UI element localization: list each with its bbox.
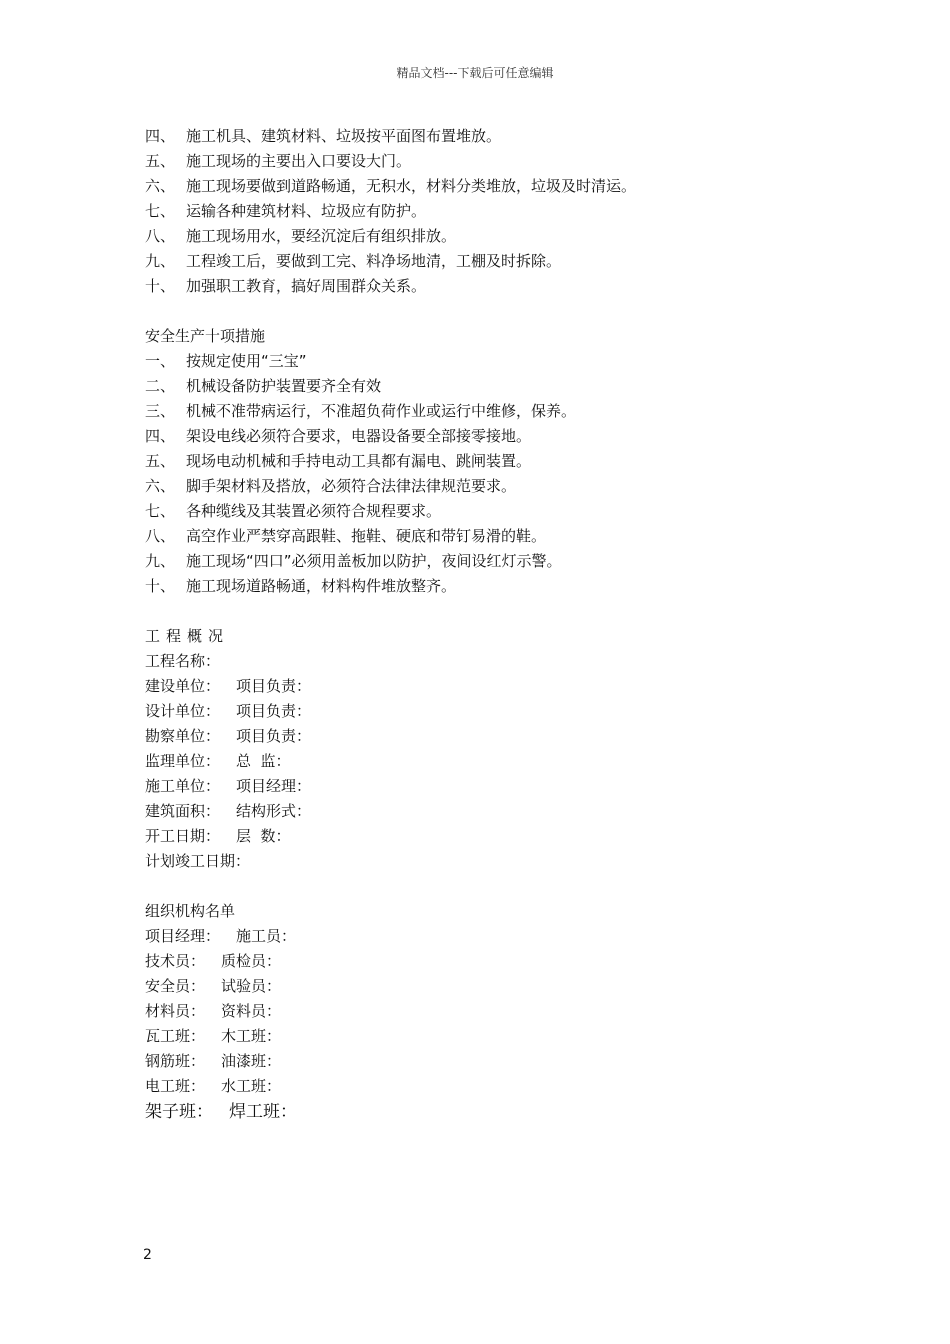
overview-row — [145, 799, 825, 824]
field-label: 架子班： — [145, 1102, 213, 1122]
overview-row — [145, 699, 825, 724]
safety-measures-section — [145, 324, 825, 599]
list-item — [145, 474, 825, 499]
field-label: 项目经理： — [236, 777, 312, 795]
field-label: 建设单位： — [145, 677, 221, 695]
list-item — [145, 424, 825, 449]
item-number: 十、 — [145, 577, 176, 595]
overview-row — [145, 774, 825, 799]
item-number: 六、 — [145, 177, 176, 195]
list-item — [145, 249, 825, 274]
list-item — [145, 174, 825, 199]
item-number: 九、 — [145, 252, 176, 270]
project-overview-section — [145, 624, 825, 874]
org-row — [145, 1074, 825, 1099]
item-number: 四、 — [145, 427, 176, 445]
item-number: 八、 — [145, 527, 176, 545]
overview-row — [145, 849, 825, 874]
list-item — [145, 524, 825, 549]
field-label: 工程名称： — [145, 652, 221, 670]
field-label: 层 数： — [236, 827, 291, 845]
field-label: 项目经理： — [145, 927, 221, 945]
field-label: 项目负责： — [236, 677, 312, 695]
page-header: 精品文档---下载后可任意编辑 — [396, 66, 554, 80]
section-title: 组织机构名单 — [145, 902, 236, 920]
overview-row — [145, 724, 825, 749]
section-title: 工程概况 — [145, 627, 230, 645]
item-number: 八、 — [145, 227, 176, 245]
field-label: 焊工班： — [229, 1102, 297, 1122]
spacer — [145, 299, 825, 324]
overview-row — [145, 749, 825, 774]
field-label: 结构形式： — [236, 802, 312, 820]
field-label: 建筑面积： — [145, 802, 221, 820]
field-label: 项目负责： — [236, 702, 312, 720]
item-text: 施工现场道路畅通，材料构件堆放整齐。 — [186, 577, 457, 595]
item-number: 五、 — [145, 452, 176, 470]
list-item — [145, 499, 825, 524]
item-text: 加强职工教育，搞好周围群众关系。 — [186, 277, 427, 295]
item-number: 四、 — [145, 127, 176, 145]
site-management-list — [145, 124, 825, 299]
item-number: 七、 — [145, 202, 176, 220]
field-label: 材料员： — [145, 1002, 206, 1020]
item-text: 工程竣工后，要做到工完、料净场地清，工棚及时拆除。 — [186, 252, 562, 270]
item-text: 现场电动机械和手持电动工具都有漏电、跳闸装置。 — [186, 452, 532, 470]
item-text: 施工现场的主要出入口要设大门。 — [186, 152, 412, 170]
field-label: 电工班： — [145, 1077, 206, 1095]
overview-row — [145, 824, 825, 849]
item-number: 五、 — [145, 152, 176, 170]
section-title: 安全生产十项措施 — [145, 327, 266, 345]
overview-row — [145, 649, 825, 674]
org-row — [145, 949, 825, 974]
item-number: 二、 — [145, 377, 176, 395]
item-text: 施工现场要做到道路畅通，无积水，材料分类堆放，垃圾及时清运。 — [186, 177, 637, 195]
item-text: 机械设备防护装置要齐全有效 — [186, 377, 382, 395]
org-row — [145, 1049, 825, 1074]
field-label: 技术员： — [145, 952, 206, 970]
list-item — [145, 124, 825, 149]
org-row — [145, 1099, 825, 1126]
field-label: 木工班： — [221, 1027, 282, 1045]
item-text: 机械不准带病运行，不准超负荷作业或运行中维修，保养。 — [186, 402, 577, 420]
list-item — [145, 349, 825, 374]
spacer — [145, 599, 825, 624]
spacer — [145, 874, 825, 899]
item-number: 七、 — [145, 502, 176, 520]
item-number: 一、 — [145, 352, 176, 370]
item-text: 施工现场“四口”必须用盖板加以防护，夜间设红灯示警。 — [186, 552, 562, 570]
item-number: 十、 — [145, 277, 176, 295]
overview-row — [145, 674, 825, 699]
list-item — [145, 549, 825, 574]
item-text: 施工现场用水，要经沉淀后有组织排放。 — [186, 227, 457, 245]
item-text: 各种缆线及其装置必须符合规程要求。 — [186, 502, 442, 520]
field-label: 施工单位： — [145, 777, 221, 795]
org-row — [145, 974, 825, 999]
org-row — [145, 999, 825, 1024]
organization-section — [145, 899, 825, 1126]
field-label: 安全员： — [145, 977, 206, 995]
item-text: 按规定使用“三宝” — [186, 352, 307, 370]
item-text: 架设电线必须符合要求，电器设备要全部接零接地。 — [186, 427, 532, 445]
page-number: 2 — [143, 1247, 152, 1263]
field-label: 监理单位： — [145, 752, 221, 770]
field-label: 施工员： — [236, 927, 297, 945]
list-item — [145, 274, 825, 299]
list-item — [145, 199, 825, 224]
field-label: 试验员： — [221, 977, 282, 995]
field-label: 开工日期： — [145, 827, 221, 845]
field-label: 项目负责： — [236, 727, 312, 745]
field-label: 瓦工班： — [145, 1027, 206, 1045]
item-text: 施工机具、建筑材料、垃圾按平面图布置堆放。 — [186, 127, 502, 145]
field-label: 钢筋班： — [145, 1052, 206, 1070]
list-item — [145, 449, 825, 474]
item-text: 高空作业严禁穿高跟鞋、拖鞋、硬底和带钉易滑的鞋。 — [186, 527, 547, 545]
item-text: 脚手架材料及搭放，必须符合法律法律规范要求。 — [186, 477, 517, 495]
list-item — [145, 149, 825, 174]
field-label: 水工班： — [221, 1077, 282, 1095]
item-number: 三、 — [145, 402, 176, 420]
field-label: 油漆班： — [221, 1052, 282, 1070]
item-text: 运输各种建筑材料、垃圾应有防护。 — [186, 202, 427, 220]
field-label: 总 监： — [236, 752, 291, 770]
item-number: 六、 — [145, 477, 176, 495]
list-item — [145, 374, 825, 399]
field-label: 计划竣工日期： — [145, 852, 251, 870]
list-item — [145, 399, 825, 424]
org-row — [145, 924, 825, 949]
org-row — [145, 1024, 825, 1049]
field-label: 资料员： — [221, 1002, 282, 1020]
field-label: 质检员： — [221, 952, 282, 970]
item-number: 九、 — [145, 552, 176, 570]
document-body — [145, 124, 825, 1126]
field-label: 设计单位： — [145, 702, 221, 720]
list-item — [145, 224, 825, 249]
field-label: 勘察单位： — [145, 727, 221, 745]
list-item — [145, 574, 825, 599]
